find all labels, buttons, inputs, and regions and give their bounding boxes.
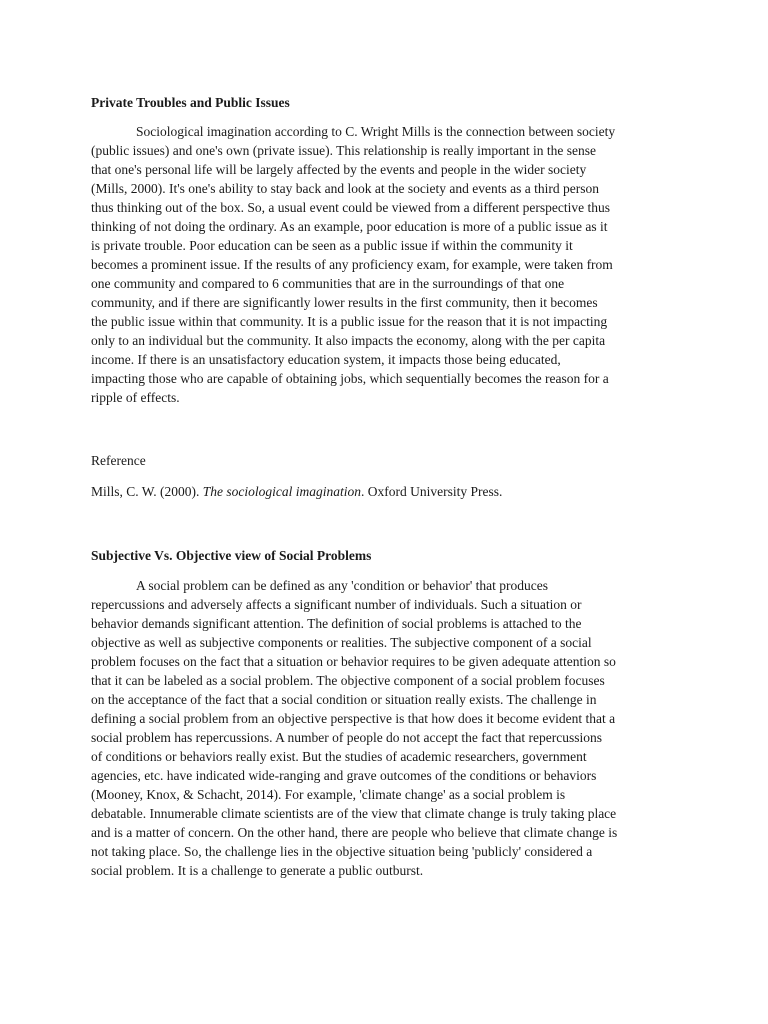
reference-entry (91, 482, 502, 501)
paragraph-line: not taking place. So, the challenge lies in the objective situation being 'publicly' considered a (91, 844, 593, 859)
paragraph-line: is private trouble. Poor education can be seen as a public issue if within the community it (91, 238, 573, 253)
paragraph-line: behavior demands significant attention. The definition of social problems is attached to the (91, 616, 582, 631)
reference-publisher: . Oxford University Press. (361, 484, 503, 499)
reference-heading: Reference (91, 453, 146, 468)
paragraph-line: objective as well as subjective components or realities. The subjective component of a social (91, 635, 592, 650)
paragraph-line: Sociological imagination according to C. Wright Mills is the connection between society (136, 124, 616, 139)
paragraph-line: defining a social problem from an objective perspective is that how does it become evident that a (91, 711, 616, 726)
paragraph-line: the public issue within that community. It is a public issue for the reason that it is not impacting (91, 314, 608, 329)
paragraph-line: (public issues) and one's own (private issue). This relationship is really important in the sense (91, 143, 596, 158)
paragraph-line: A social problem can be defined as any 'condition or behavior' that produces (136, 578, 548, 593)
section-heading-private-troubles: Private Troubles and Public Issues (91, 95, 290, 110)
paragraph-line: that it can be labeled as a social problem. The objective component of a social problem focuses (91, 673, 605, 688)
paragraph-line: one community and compared to 6 communities that are in the surroundings of that one (91, 276, 565, 291)
paragraph-line: that one's personal life will be largely affected by the events and people in the wider society (91, 162, 587, 177)
reference-title: The sociological imagination (202, 484, 362, 499)
section-heading-subjective-objective: Subjective Vs. Objective view of Social Problems (91, 548, 372, 563)
paragraph-private-troubles (91, 122, 691, 407)
paragraph-subjective-objective (91, 576, 691, 880)
paragraph-line: social problem. It is a challenge to generate a public outburst. (91, 863, 424, 878)
paragraph-line: problem focuses on the fact that a situation or behavior requires to be given adequate attention so (91, 654, 616, 669)
paragraph-line: ripple of effects. (91, 390, 180, 405)
paragraph-line: thus thinking out of the box. So, a usual event could be viewed from a different perspective thus (91, 200, 611, 215)
paragraph-line: on the acceptance of the fact that a social condition or situation really exists. The challenge in (91, 692, 597, 707)
paragraph-line: only to an individual but the community. It also impacts the economy, along with the per capita (91, 333, 606, 348)
paragraph-line: (Mills, 2000). It's one's ability to stay back and look at the society and events as a third person (91, 181, 600, 196)
paragraph-line: community, and if there are significantly lower results in the first community, then it becomes (91, 295, 598, 310)
paragraph-line: becomes a prominent issue. If the results of any proficiency exam, for example, were taken from (91, 257, 613, 272)
paragraph-line: repercussions and adversely affects a significant number of individuals. Such a situation or (91, 597, 582, 612)
paragraph-line: income. If there is an unsatisfactory education system, it impacts those being educated, (91, 352, 561, 367)
paragraph-line: impacting those who are capable of obtaining jobs, which sequentially becomes the reason for a (91, 371, 609, 386)
paragraph-line: of conditions or behaviors really exist. But the studies of academic researchers, government (91, 749, 587, 764)
paragraph-line: agencies, etc. have indicated wide-ranging and grave outcomes of the conditions or behaviors (91, 768, 597, 783)
paragraph-line: social problem has repercussions. A number of people do not accept the fact that repercussions (91, 730, 602, 745)
paragraph-line: debatable. Innumerable climate scientists are of the view that climate change is truly taking place (91, 806, 617, 821)
paragraph-line: and is a matter of concern. On the other hand, there are people who believe that climate change is (91, 825, 618, 840)
paragraph-line: (Mooney, Knox, & Schacht, 2014). For example, 'climate change' as a social problem is (91, 787, 566, 802)
paragraph-line: thinking of not doing the ordinary. As an example, poor education is more of a public issue as it (91, 219, 608, 234)
reference-authors: Mills, C. W. (2000). (91, 484, 203, 499)
